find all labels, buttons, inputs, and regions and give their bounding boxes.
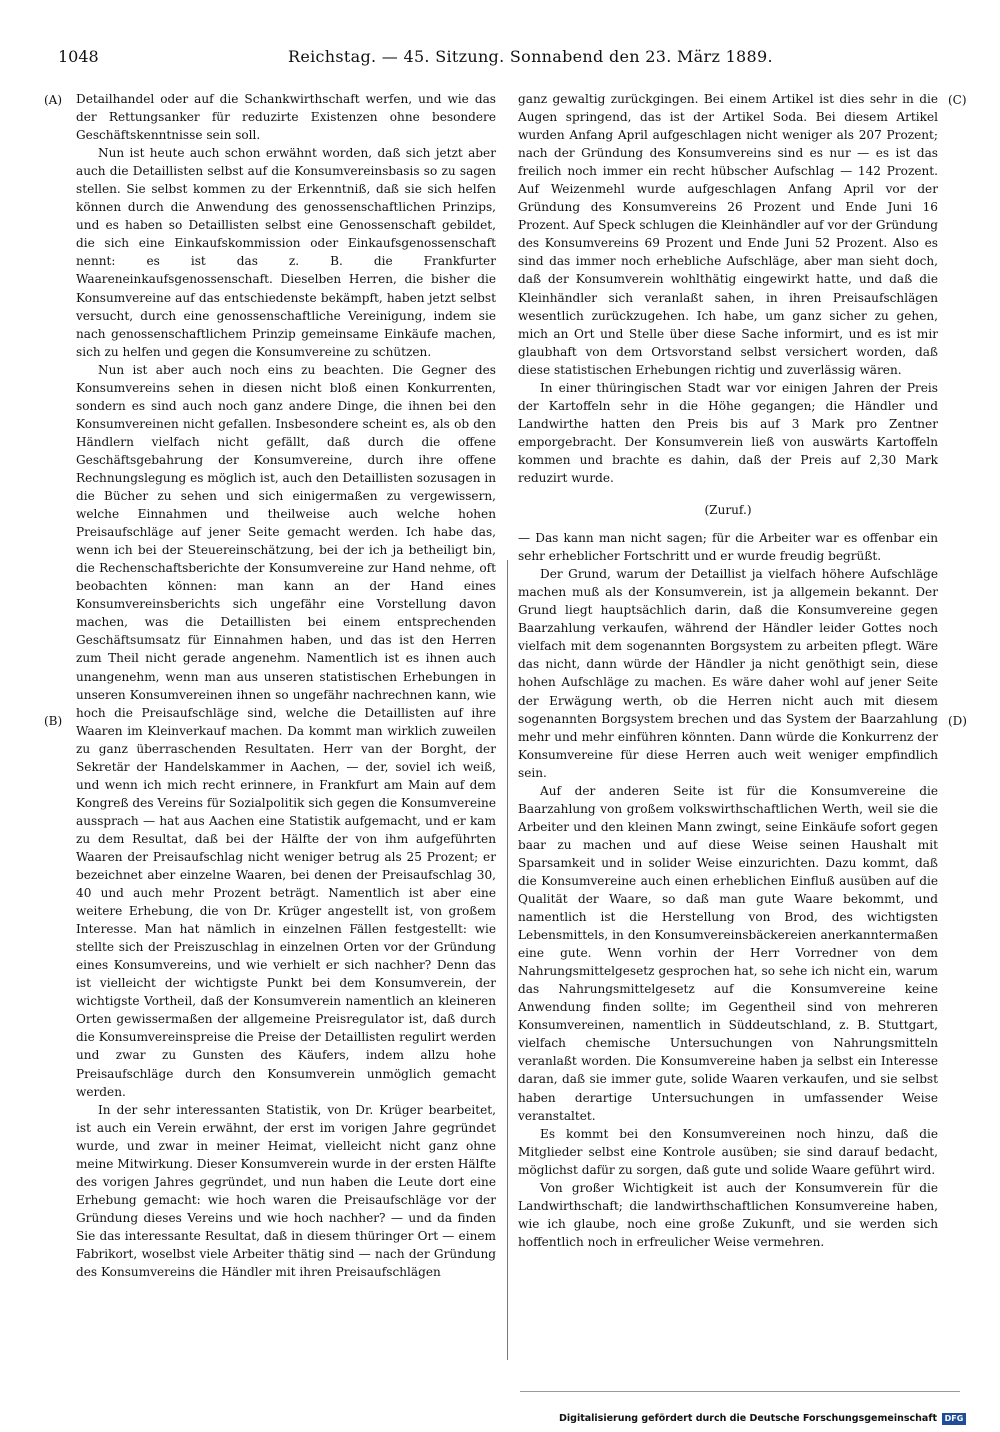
- paragraph: Es kommt bei den Konsumvereinen noch hinzu, daß die Mitglieder selbst eine Kontrole ausüben; sie sind darauf bedacht, möglichst dafür zu sorgen, daß gute und solide Waare geführt wird.: [518, 1126, 938, 1177]
- page-number: 1048: [58, 47, 99, 66]
- paragraph: Von großer Wichtigkeit ist auch der Konsumverein für die Landwirthschaft; die landwirthschaftlichen Konsumvereine haben, wie ich glaube, noch eine große Zukunft, und sie werden sich hoffentlich noch in erfreulicher Weise vermehren.: [518, 1180, 938, 1249]
- margin-marker-a: (A): [44, 93, 63, 107]
- margin-marker-d: (D): [948, 714, 967, 728]
- interjection: (Zuruf.): [704, 503, 752, 518]
- paragraph: Nun ist aber auch noch eins zu beachten. Die Gegner des Konsumvereins sehen in diesen nicht bloß einen Konkurrenten, sondern es sind auch noch ganz andere Dinge, die ihnen bei den Konsumvereinen nicht gefallen. Insbesondere scheint es, als ob den Händlern vielfach nicht gefällt, daß durch die offene Geschäftsgebahrung der Konsumvereine, durch ihre offene Rechnungslegung es möglich ist, auch den Detaillisten sozusagen in die Bücher zu sehen und sich einigermaßen zu vergewissern, welche Einnahmen und theilweise auch welche hohen Preisaufschläge auf jener Seite gemacht werden. Ich habe das, wenn ich bei der Steuereinschätzung, bei der ich ja betheiligt bin, die Rechenschaftsberichte der Konsumvereine zur Hand nehme, oft beobachten können: man kann an der Hand eines Konsumvereinsberichts sich ungefähr eine Vorstellung davon machen, was die Detaillisten bei einem entsprechenden Geschäftsumsatz für Einnahmen haben, und das ist den Herren zum Theil nicht gerade angenehm. Namentlich ist es ihnen auch unangenehm, wenn man aus unseren statistischen Erhebungen in unseren Konsumvereinen ihnen so ungefähr nachrechnen kann, wie hoch die Preisaufschläge sind, welche die Detaillisten auf ihre Waaren im Kleinverkauf machen. Da kommt man wirklich zuweilen zu ganz überraschenden Resultaten. Herr van der Borght, der Sekretär der Handelskammer in Aachen, — der, soviel ich weiß, und wenn ich mich recht erinnere, in Frankfurt am Main auf dem Kongreß des Vereins für Sozialpolitik sich gegen die Konsumvereine aussprach — hat aus Aachen eine Statistik aufgemacht, und er kam zu dem Resultat, daß bei der Hälfte der von ihm aufgeführten Waaren der Preisaufschlag nicht weniger betrug als 25 Prozent; er bezeichnet aber einzelne Waaren, bei denen der Preisaufschlag 30, 40 und auch mehr Prozent beträgt. Namentlich ist aber eine weitere Erhebung, die von Dr. Krüger angestellt ist, von großem Interesse. Man hat nämlich in einzelnen Fällen festgestellt: wie stellte sich der Preiszuschlag in einzelnen Orten vor der Gründung eines Konsumvereins, und wie verhielt er sich nachher? Denn das ist vielleicht der wichtigste Punkt bei dem Konsumverein, der wichtigste Vortheil, daß der Konsumverein namentlich an kleineren Orten gewissermaßen der allgemeine Preisregulator ist, daß durch die Konsumvereinspreise die Preise der Detaillisten regulirt werden und zwar zu Gunsten des Käufers, indem allzu hohe Preisaufschläge durch den Konsumverein unmöglich gemacht werden.: [76, 362, 496, 1099]
- paragraph: Nun ist heute auch schon erwähnt worden, daß sich jetzt aber auch die Detaillisten selbst auf die Konsumvereinsbasis so zu sagen stellen. Sie selbst kommen zu der Erkenntniß, daß sie sich helfen können durch die Anwendung des genossenschaftlichen Prinzips, und es haben so Detaillisten selbst eine Genossenschaft gebildet, die sich eine Einkaufskommission oder Einkaufsgenossenschaft nennt: es ist das z. B. die Frankfurter Waareneinkaufsgenossenschaft. Dieselben Herren, die bisher die Konsumvereine auf das entschiedenste bekämpft, haben jetzt selbst versucht, durch eine genossenschaftliche Vereinigung, indem sie nach genossenschaftlichem Prinzip gemeinsame Einkäufe machen, sich zu helfen und gegen die Konsumvereine zu schützen.: [76, 146, 496, 359]
- margin-marker-b: (B): [44, 714, 63, 728]
- column-divider: [507, 560, 508, 1360]
- margin-marker-c: (C): [948, 93, 967, 107]
- right-column: [518, 90, 938, 1251]
- paragraph: ganz gewaltig zurückgingen. Bei einem Artikel ist dies sehr in die Augen springend, das ist der Artikel Soda. Bei diesem Artikel wurden Anfang April aufgeschlagen nicht weniger als 207 Prozent; nach der Gründung des Konsumvereins sind es nur — es ist das freilich noch immer ein recht hübscher Aufschlag — 142 Prozent. Auf Weizenmehl wurde aufgeschlagen Anfang April vor der Gründung des Konsumvereins 26 Prozent und Ende Juni 16 Prozent. Auf Speck schlugen die Kleinhändler auf vor der Gründung des Konsumvereins 69 Prozent und Ende Juni 52 Prozent. Also es sind das immer noch erhebliche Aufschläge, aber man sieht doch, daß der Konsumverein wohlthätig eingewirkt hatte, und daß die Kleinhändler sich veranlaßt sahen, in ihren Preisaufschlägen wesentlich zurückzugehen. Ich habe, um ganz sicher zu gehen, mich an Ort und Stelle über diese Sache informirt, und es ist mir glaubhaft von dem Ortsvorstand selbst versichert worden, daß diese statistischen Erhebungen richtig und zuverlässig wären.: [518, 92, 938, 377]
- paragraph: In einer thüringischen Stadt war vor einigen Jahren der Preis der Kartoffeln sehr in die Höhe gegangen; die Händler und Landwirthe hatten den Preis bis auf 3 Mark pro Zentner emporgebracht. Der Konsumverein ließ von auswärts Kartoffeln kommen und brachte es dahin, daß der Preis auf 2,30 Mark reduzirt wurde.: [518, 380, 938, 485]
- footer: [559, 1411, 966, 1427]
- paragraph: — Das kann man nicht sagen; für die Arbeiter war es offenbar ein sehr erheblicher Fortschritt und er wurde freudig begrüßt.: [518, 531, 938, 564]
- paragraph: Auf der anderen Seite ist für die Konsumvereine die Baarzahlung von großem volkswirthschaftlichen Werth, weil sie die Arbeiter und den kleinen Mann zwingt, seine Einkäufe sofort gegen baar zu machen und auf diese Weise seinen Haushalt mit Sparsamkeit und in solider Weise einzurichten. Dazu kommt, daß die Konsumvereine auch einen erheblichen Einfluß ausüben auf die Qualität der Waare, so daß man gute Waare bekommt, und namentlich ist die Herstellung von Brod, des wichtigsten Lebensmittels, in den Konsumvereinsbäckereien anerkanntermaßen eine gute. Wenn vorhin der Herr Vorredner von dem Nahrungsmittelgesetz gesprochen hat, so sehe ich nicht ein, warum das Nahrungsmittelgesetz auf die Konsumvereine keine Anwendung finden sollte; im Gegentheil sind von mehreren Konsumvereinen, namentlich in Süddeutschland, z. B. Stuttgart, vielfach chemische Untersuchungen von Nahrungsmitteln veranlaßt worden. Die Konsumvereine haben ja selbst ein Interesse daran, daß sie immer gute, solide Waaren verkaufen, und sie selbst haben derartige Untersuchungen in umfassender Weise veranstaltet.: [518, 783, 938, 1123]
- paragraph: Der Grund, warum der Detaillist ja vielfach höhere Aufschläge machen muß als der Konsumverein, ist ja allgemein bekannt. Der Grund liegt hauptsächlich darin, daß die Konsumvereine gegen Baarzahlung verkaufen, während der Händler leider Gottes noch vielfach mit dem sogenannten Borgsystem zu arbeiten pflegt. Wäre das nicht, dann würde der Händler ja nicht genöthigt sein, diese hohen Aufschläge zu machen. Es wäre daher wohl auf jener Seite der Erwägung werth, ob die Herren nicht auch mit diesem sogenannten Borgsystem brechen und das System der Baarzahlung mehr und mehr einführen könnten. Dann würde die Konkurrenz der Konsumvereine für diese Herren auch weit weniger empfindlich sein.: [518, 567, 938, 780]
- footer-credit: Digitalisierung gefördert durch die Deutsche Forschungsgemeinschaft: [559, 1413, 937, 1424]
- paragraph: In der sehr interessanten Statistik, von Dr. Krüger bearbeitet, ist auch ein Verein erwähnt, der erst im vorigen Jahre gegründet wurde, und zwar in meiner Heimat, vielleicht nicht ganz ohne meine Mitwirkung. Dieser Konsumverein wurde in der ersten Hälfte des vorigen Jahres gegründet, und nun haben die Leute dort eine Erhebung gemacht: wie hoch waren die Preisaufschläge vor der Gründung dieses Vereins und wie hoch nachher? — und da finden Sie das interessante Resultat, daß in diesem thüringer Ort — einem Fabrikort, woselbst viele Arbeiter thätig sind — nach der Gründung des Konsumvereins die Händler mit ihren Preisaufschlägen: [76, 1102, 496, 1280]
- footer-rule: [520, 1391, 960, 1392]
- left-column: [76, 90, 496, 1281]
- dfg-logo-icon: DFG: [942, 1413, 966, 1425]
- page-header: [58, 44, 942, 70]
- paragraph: Detailhandel oder auf die Schankwirthschaft werfen, und wie das der Rettungsanker für reduzirte Existenzen ohne besondere Geschäftskenntnisse sein soll.: [76, 92, 496, 143]
- running-head: Reichstag. — 45. Sitzung. Sonnabend den 23. März 1889.: [288, 47, 773, 66]
